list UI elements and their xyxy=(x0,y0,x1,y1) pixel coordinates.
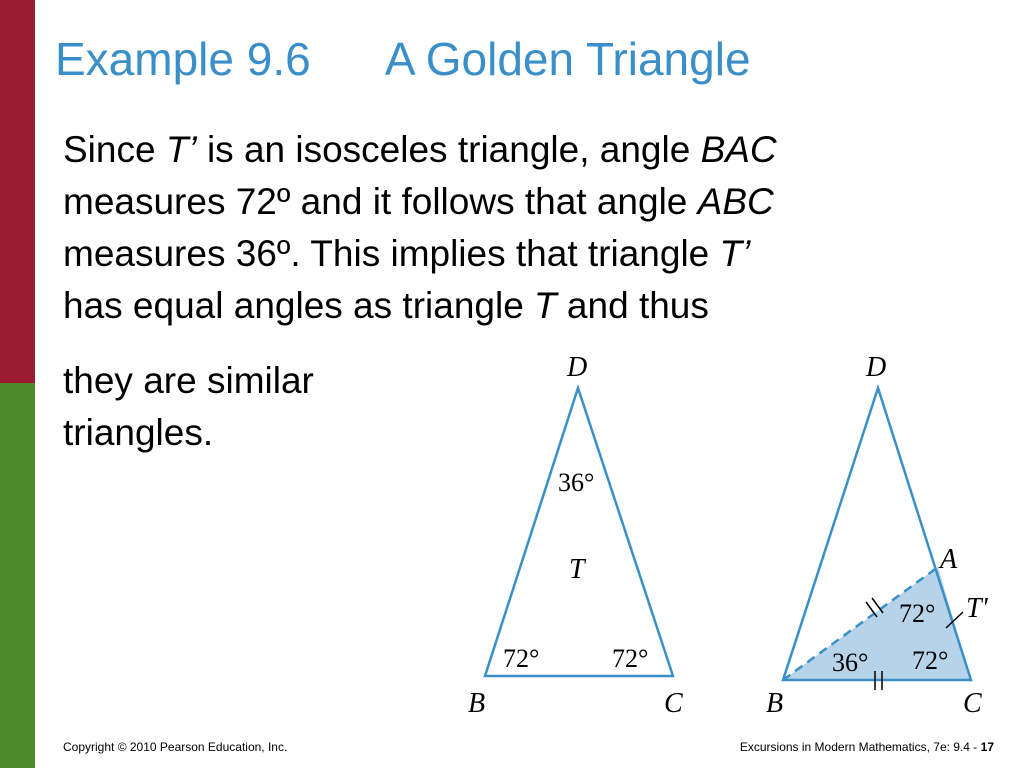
body-line-5: they are similar xyxy=(63,360,314,401)
right-vertex-c: C xyxy=(963,688,982,719)
right-angle-c: 72° xyxy=(912,646,949,675)
left-triangle-name: T xyxy=(569,554,585,585)
right-vertex-a: A xyxy=(940,544,958,575)
left-angle-top: 36° xyxy=(558,468,595,497)
left-vertex-d: D xyxy=(567,352,588,383)
body-line-1: Since T’ is an isosceles triangle, angle BAC xyxy=(63,129,777,170)
footer-copyright: Copyright © 2010 Pearson Education, Inc. xyxy=(63,740,288,754)
left-angle-c: 72° xyxy=(612,644,649,673)
left-vertex-c: C xyxy=(664,688,683,719)
tick-mark-2 xyxy=(872,598,883,613)
body-line-4: has equal angles as triangle T and thus xyxy=(63,285,709,326)
left-angle-b: 72° xyxy=(503,644,540,673)
body-line-3: measures 36º. This implies that triangle T’ xyxy=(63,233,751,274)
right-angle-b: 36° xyxy=(832,648,869,677)
right-vertex-d: D xyxy=(866,352,887,383)
footer-source-text: Excursions in Modern Mathematics, 7e: 9.4 - xyxy=(739,740,981,754)
right-vertex-b: B xyxy=(766,688,784,719)
footer-page-number: 17 xyxy=(980,740,994,754)
body-line-2: measures 72º and it follows that angle ABC xyxy=(63,181,774,222)
footer-source xyxy=(740,740,994,754)
right-angle-a: 72° xyxy=(899,599,936,628)
triangle-t xyxy=(485,388,673,676)
left-vertex-b: B xyxy=(468,688,486,719)
right-triangle-name: T' xyxy=(966,593,988,624)
slide-title: Example 9.6 A Golden Triangle xyxy=(55,33,751,85)
body-line-6: triangles. xyxy=(63,412,214,453)
